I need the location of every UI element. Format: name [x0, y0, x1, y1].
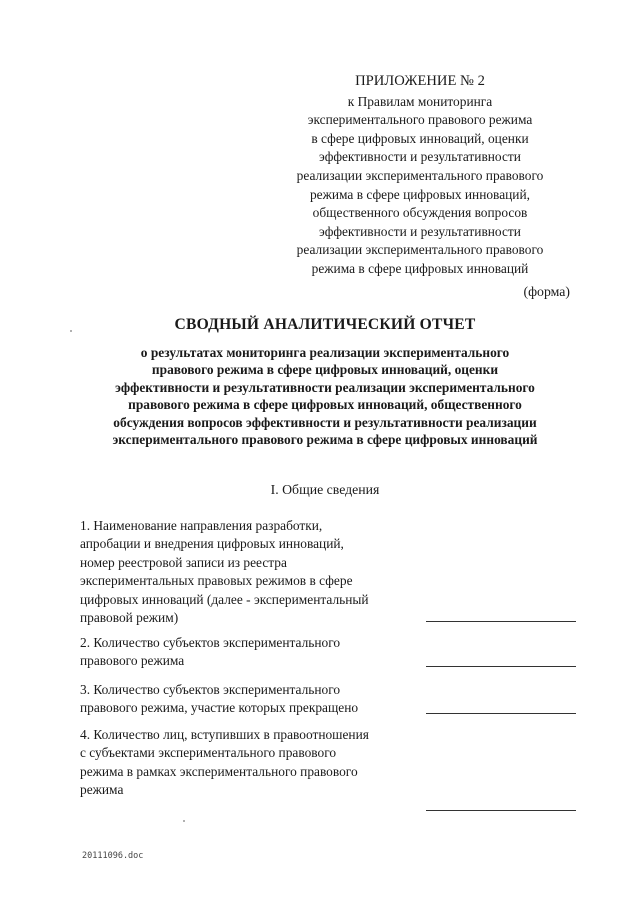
report-subtitle-line: экспериментального правового режима в сфере цифровых инноваций — [112, 432, 538, 448]
item-3-fill-line[interactable] — [426, 713, 576, 714]
item-line: режима в рамках экспериментального правового — [80, 763, 358, 779]
item-line: апробации и внедрения цифровых инноваций, — [80, 536, 344, 552]
item-line: режима — [80, 782, 124, 798]
report-subtitle-line: правового режима в сфере цифровых инноваций, общественного — [128, 397, 522, 413]
appendix-line: в сфере цифровых инноваций, оценки — [311, 130, 529, 146]
item-4 — [80, 726, 420, 800]
item-line: экспериментальных правовых режимов в сфере — [80, 573, 353, 589]
item-4-fill-line[interactable] — [426, 810, 576, 811]
appendix-line: к Правилам мониторинга — [347, 93, 493, 109]
report-subtitle — [60, 344, 590, 448]
item-3 — [80, 681, 420, 718]
report-subtitle-line: о результатах мониторинга реализации экспериментального — [140, 345, 510, 360]
appendix-line: экспериментального правового режима — [307, 112, 533, 128]
footer-doc-id: 20111096.doc — [82, 851, 144, 861]
section-title: I. Общие сведения — [270, 482, 380, 497]
report-subtitle-line: обсуждения вопросов эффективности и результативности реализации — [113, 414, 537, 430]
scan-speck — [70, 330, 72, 332]
item-line: с субъектами экспериментального правового — [80, 745, 337, 761]
scan-speck — [183, 820, 185, 822]
report-title: СВОДНЫЙ АНАЛИТИЧЕСКИЙ ОТЧЕТ — [174, 316, 476, 333]
item-line: правовой режим) — [80, 610, 179, 626]
appendix-line: режима в сфере цифровых инноваций, — [309, 186, 530, 202]
appendix-line: эффективности и результативности — [319, 149, 521, 165]
report-subtitle-line: правового режима в сфере цифровых инноваций, оценки — [151, 362, 499, 378]
item-line: цифровых инноваций (далее - экспериментальный — [80, 591, 369, 607]
appendix-line: реализации экспериментального правового — [296, 167, 544, 183]
item-2 — [80, 634, 420, 671]
item-line: 4. Количество лиц, вступивших в правоотношения — [80, 727, 369, 742]
appendix-line: эффективности и результативности — [319, 223, 521, 239]
item-line: 1. Наименование направления разработки, — [80, 518, 323, 533]
item-line: 3. Количество субъектов экспериментального — [80, 682, 341, 697]
form-mark: (форма) — [523, 284, 570, 299]
appendix-line: режима в сфере цифровых инноваций — [311, 260, 529, 276]
appendix-line: общественного обсуждения вопросов — [312, 205, 528, 221]
item-1-fill-line[interactable] — [426, 621, 576, 622]
item-line: номер реестровой записи из реестра — [80, 554, 287, 570]
appendix-block — [270, 72, 570, 279]
appendix-line: реализации экспериментального правового — [296, 242, 544, 258]
item-line: 2. Количество субъектов экспериментального — [80, 635, 341, 650]
report-subtitle-line: эффективности и результативности реализации экспериментального — [115, 379, 535, 395]
item-2-fill-line[interactable] — [426, 666, 576, 667]
appendix-heading: ПРИЛОЖЕНИЕ № 2 — [355, 73, 485, 89]
item-line: правового режима, участие которых прекращено — [80, 700, 359, 716]
item-1 — [80, 517, 420, 627]
item-line: правового режима — [80, 653, 185, 669]
